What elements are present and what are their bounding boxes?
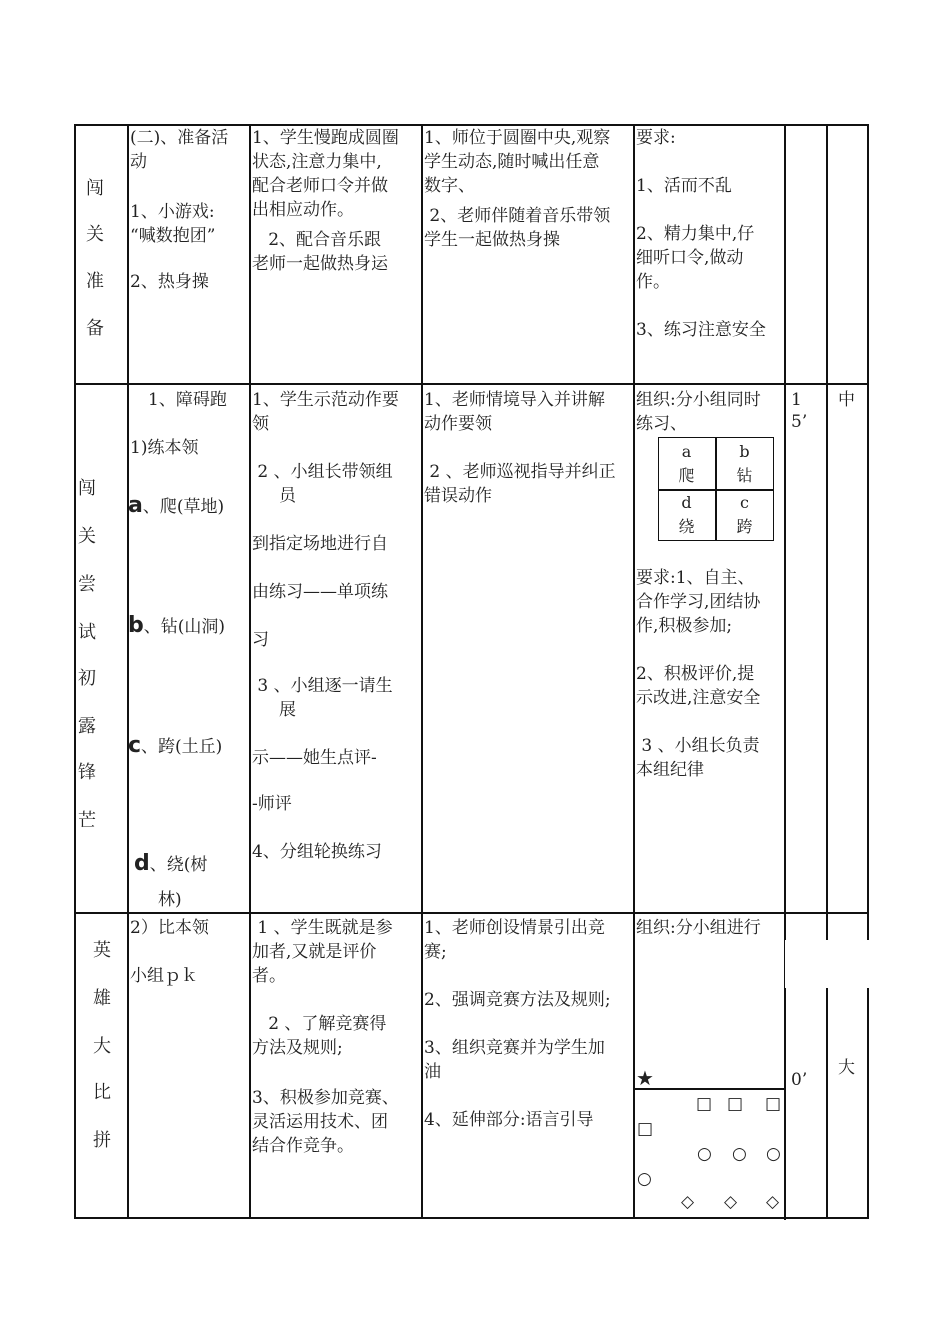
req-line: 作。	[636, 272, 670, 292]
req-line: 1、活而不乱	[636, 176, 732, 196]
content-line: 2、热身操	[130, 272, 209, 292]
content-item-b	[128, 614, 225, 639]
content-item-d	[134, 852, 207, 877]
req-line: 3、练习注意安全	[636, 320, 766, 340]
row-divider-2	[74, 912, 869, 914]
phase-char: 准	[86, 271, 104, 292]
teacher-line: 数字、	[424, 176, 475, 196]
section2-intensity: 中	[838, 390, 855, 410]
square-icon: □	[637, 1119, 654, 1139]
phase-char: 关	[78, 526, 96, 547]
teacher-line: 2、强调竞赛方法及规则;	[424, 990, 611, 1010]
col-line-2	[249, 124, 251, 1219]
item-text: 、跨(土丘)	[141, 737, 223, 757]
req-line: 本组纪律	[636, 760, 704, 780]
student-line: 4、分组轮换练习	[252, 842, 382, 862]
student-line: 3 、小组逐一请生	[252, 676, 393, 696]
student-line: 方法及规则;	[252, 1038, 343, 1058]
row3-col6-partial	[826, 988, 828, 1218]
square-icon: □	[765, 1094, 782, 1114]
student-line: 2 、了解竞赛得	[252, 1014, 387, 1034]
content-line: 动	[130, 152, 147, 172]
col-line-4	[633, 124, 635, 1219]
teacher-line: 4、延伸部分:语言引导	[424, 1110, 594, 1130]
content-sub: 1)练本领	[130, 438, 199, 458]
org-line: 练习、	[636, 414, 687, 434]
student-line: 习	[252, 630, 269, 650]
star-icon: ★	[636, 1066, 654, 1090]
content-item-c	[128, 734, 222, 759]
phase-char: 比	[93, 1082, 111, 1103]
student-line: 配合老师口令并做	[252, 176, 388, 196]
req-line: 2、精力集中,仔	[636, 224, 755, 244]
student-line: 示——她生点评-	[252, 748, 377, 768]
row-divider-1	[74, 383, 869, 385]
req-line: 2、积极评价,提	[636, 664, 755, 684]
teacher-line: 学生一起做热身操	[424, 230, 560, 250]
section3-time: 0’	[791, 1070, 808, 1090]
student-line: 展	[252, 700, 297, 720]
phase-char: 闯	[78, 478, 96, 499]
teacher-line: 1、师位于圆圈中央,观察	[424, 128, 611, 148]
student-line: 领	[252, 414, 269, 434]
teacher-line: 学生动态,随时喊出任意	[424, 152, 600, 172]
group-grid	[658, 437, 774, 541]
diamond-icon: ◇	[724, 1192, 738, 1212]
section3-intensity: 大	[838, 1058, 855, 1078]
section2-time-2: 5’	[791, 412, 808, 432]
student-line: 老师一起做热身运	[252, 254, 388, 274]
content-line: 1、小游戏:	[130, 202, 215, 222]
student-line: 3、积极参加竞赛、	[252, 1088, 399, 1108]
phase-char: 关	[86, 224, 104, 245]
grid-cell-c: c 跨	[736, 493, 753, 536]
phase-char: 露	[78, 716, 96, 737]
teacher-line: 错误动作	[424, 486, 492, 506]
student-line: 结合作竞争。	[252, 1136, 354, 1156]
req-line: 作,积极参加;	[636, 616, 733, 636]
req-line: 要求:	[636, 128, 676, 148]
teacher-line: 2 、老师巡视指导并纠正	[424, 462, 616, 482]
req-line: 示改进,注意安全	[636, 688, 761, 708]
content-line: “喊数抱团”	[130, 226, 216, 246]
student-line: 员	[252, 486, 297, 506]
phase-char: 雄	[93, 988, 111, 1009]
content-title: 1、障碍跑	[148, 390, 227, 410]
content-line: 2）比本领	[130, 918, 209, 938]
phase-char: 锋	[78, 762, 96, 783]
phase-char: 芒	[78, 810, 96, 831]
student-line: 2、配合音乐跟	[252, 230, 382, 250]
circle-icon: ○	[732, 1144, 747, 1164]
item-letter: b	[128, 613, 144, 638]
col-line-3	[421, 124, 423, 1219]
student-line: 1、学生慢跑成圆圈	[252, 128, 399, 148]
item-letter: a	[128, 493, 143, 518]
diamond-icon: ◇	[681, 1192, 695, 1212]
req-line: 细听口令,做动	[636, 248, 744, 268]
grid-cell-d: d 绕	[678, 493, 695, 536]
req-line: 合作学习,团结协	[636, 592, 761, 612]
grid-cell-b: b 钻	[736, 442, 753, 485]
diamond-icon: ◇	[766, 1192, 780, 1212]
item-text: 、钻(山洞)	[143, 617, 226, 637]
teacher-line: 赛;	[424, 942, 447, 962]
item-text: 、绕(树	[149, 855, 208, 875]
table-bottom-border	[74, 1217, 869, 1219]
row3-field-line	[634, 1088, 786, 1090]
req-line: 3 、小组长负责	[636, 736, 760, 756]
phase-char: 拼	[93, 1130, 111, 1151]
teacher-line: 1、老师创设情景引出竞	[424, 918, 605, 938]
item-letter: c	[128, 733, 142, 758]
phase-char: 英	[93, 940, 111, 961]
student-line: 1、学生示范动作要	[252, 390, 399, 410]
student-line: 状态,注意力集中,	[252, 152, 382, 172]
student-line: 者。	[252, 966, 286, 986]
content-line: (二)、准备活	[130, 128, 229, 148]
content-line: 小组ｐｋ	[130, 966, 198, 986]
student-line: 灵活运用技术、团	[252, 1112, 388, 1132]
row3-col5-partial	[784, 1045, 786, 1220]
student-line: 1 、学生既就是参	[252, 918, 393, 938]
teacher-line: 动作要领	[424, 414, 492, 434]
phase-char: 备	[86, 318, 104, 339]
content-tail: 林)	[158, 890, 182, 910]
square-icon: □	[696, 1094, 713, 1114]
circle-icon: ○	[637, 1169, 652, 1189]
row3-col7-partial	[867, 988, 869, 1218]
grid-cell-a: a 爬	[678, 442, 695, 485]
phase-char: 闯	[86, 178, 104, 199]
teacher-line: 2、老师伴随着音乐带领	[424, 206, 611, 226]
row3-gap-right	[785, 940, 875, 988]
phase-char: 尝	[78, 574, 96, 595]
circle-icon: ○	[766, 1144, 781, 1164]
col-line-1	[127, 124, 129, 1219]
item-letter: d	[134, 851, 150, 876]
phase-char: 试	[78, 622, 96, 643]
item-text: 、爬(草地)	[142, 497, 225, 517]
student-line: 出相应动作。	[252, 200, 354, 220]
phase-char: 大	[93, 1036, 111, 1057]
student-line: 由练习——单项练	[252, 582, 388, 602]
org-line: 组织:分小组同时	[636, 390, 761, 410]
req-line: 要求:1、自主、	[636, 568, 755, 588]
phase-char: 初	[78, 668, 96, 689]
square-icon: □	[727, 1094, 744, 1114]
section2-time-1: 1	[791, 390, 802, 410]
content-item-a	[128, 494, 224, 519]
circle-icon: ○	[697, 1144, 712, 1164]
student-line: 加者,又就是评价	[252, 942, 377, 962]
student-line: 2 、小组长带领组	[252, 462, 393, 482]
section3-organization: 组织:分小组进行	[636, 918, 761, 938]
student-line: -师评	[252, 794, 292, 814]
teacher-line: 油	[424, 1062, 441, 1082]
teacher-line: 3、组织竞赛并为学生加	[424, 1038, 605, 1058]
student-line: 到指定场地进行自	[252, 534, 388, 554]
teacher-line: 1、老师情境导入并讲解	[424, 390, 605, 410]
